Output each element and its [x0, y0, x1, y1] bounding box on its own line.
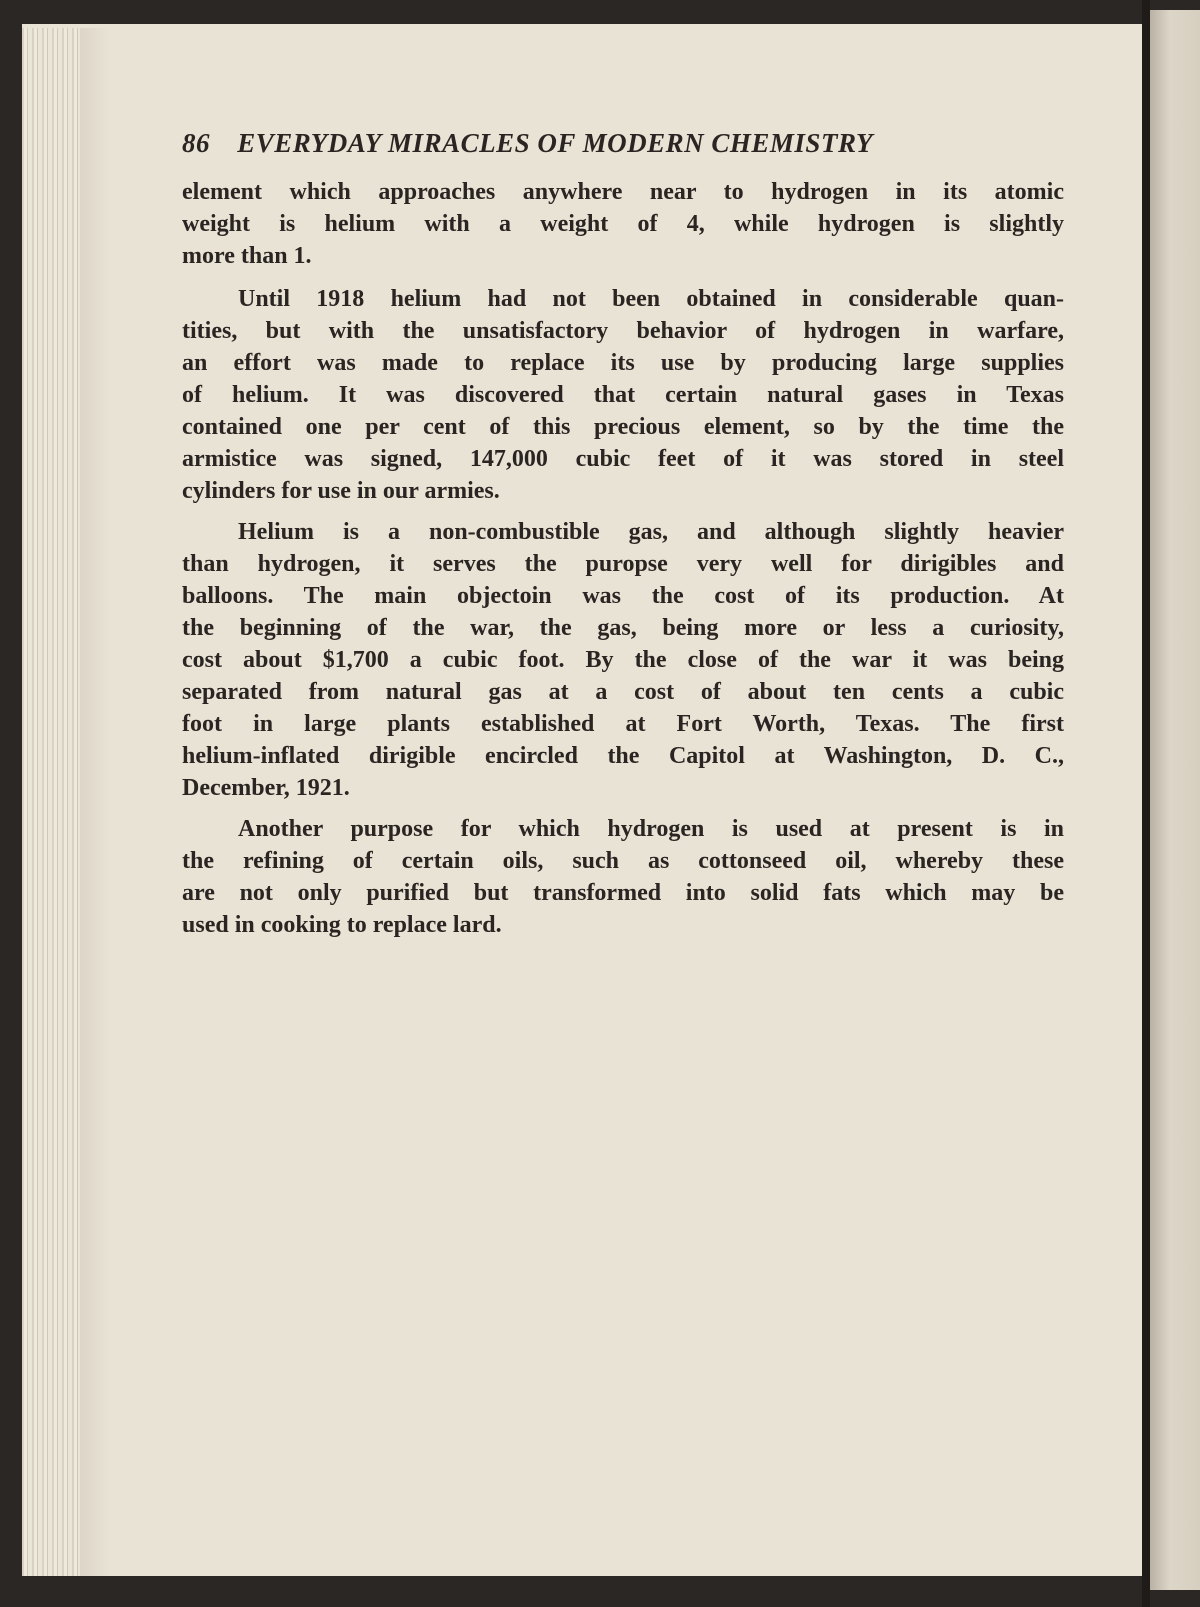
paragraph-3-line: than hydrogen, it serves the puropse very well for dirigibles and [182, 551, 1064, 577]
paragraph-2-line: contained one per cent of this precious element, so by the time the [182, 414, 1064, 440]
paragraph-3-line: foot in large plants established at Fort Worth, Texas. The first [182, 711, 1064, 737]
paragraph-1-line: element which approaches anywhere near to hydrogen in its atomic [182, 179, 1064, 205]
paragraph-3-line: December, 1921. [182, 775, 350, 801]
paragraph-3-line: cost about $1,700 a cubic foot. By the close of the war it was being [182, 647, 1064, 673]
book-gutter [1142, 0, 1150, 1607]
running-title: EVERYDAY MIRACLES OF MODERN CHEMISTRY [237, 128, 873, 158]
paragraph-3-line: balloons. The main objectoin was the cost of its production. At [182, 583, 1064, 609]
paragraph-4-line: used in cooking to replace lard. [182, 912, 502, 938]
paragraph-2-line: tities, but with the unsatisfactory behavior of hydrogen in warfare, [182, 318, 1064, 344]
paragraph-3-line: the beginning of the war, the gas, being more or less a curiosity, [182, 615, 1064, 641]
paragraph-1-line: weight is helium with a weight of 4, while hydrogen is slightly [182, 211, 1064, 237]
page-edge-shadow [80, 28, 110, 1576]
paragraph-3-line: Helium is a non-combustible gas, and although slightly heavier [238, 519, 1064, 545]
paragraph-2-line: cylinders for use in our armies. [182, 478, 500, 504]
paragraph-3-line: separated from natural gas at a cost of about ten cents a cubic [182, 679, 1064, 705]
paragraph-2-line: of helium. It was discovered that certain natural gases in Texas [182, 382, 1064, 408]
paragraph-2-line: an effort was made to replace its use by producing large supplies [182, 350, 1064, 376]
paragraph-3-line: helium-inflated dirigible encircled the Capitol at Washington, D. C., [182, 743, 1064, 769]
page-number: 86 [182, 128, 210, 158]
page-edges [22, 28, 80, 1576]
paragraph-4-line: Another purpose for which hydrogen is used at present is in [238, 816, 1064, 842]
paragraph-2-line: Until 1918 helium had not been obtained in considerable quan- [238, 286, 1064, 312]
running-header [182, 128, 1022, 159]
paragraph-4-line: are not only purified but transformed into solid fats which may be [182, 880, 1064, 906]
paragraph-4-line: the refining of certain oils, such as cottonseed oil, whereby these [182, 848, 1064, 874]
next-page-edge [1150, 10, 1200, 1590]
paragraph-2-line: armistice was signed, 147,000 cubic feet of it was stored in steel [182, 446, 1064, 472]
paragraph-1-line: more than 1. [182, 243, 312, 269]
